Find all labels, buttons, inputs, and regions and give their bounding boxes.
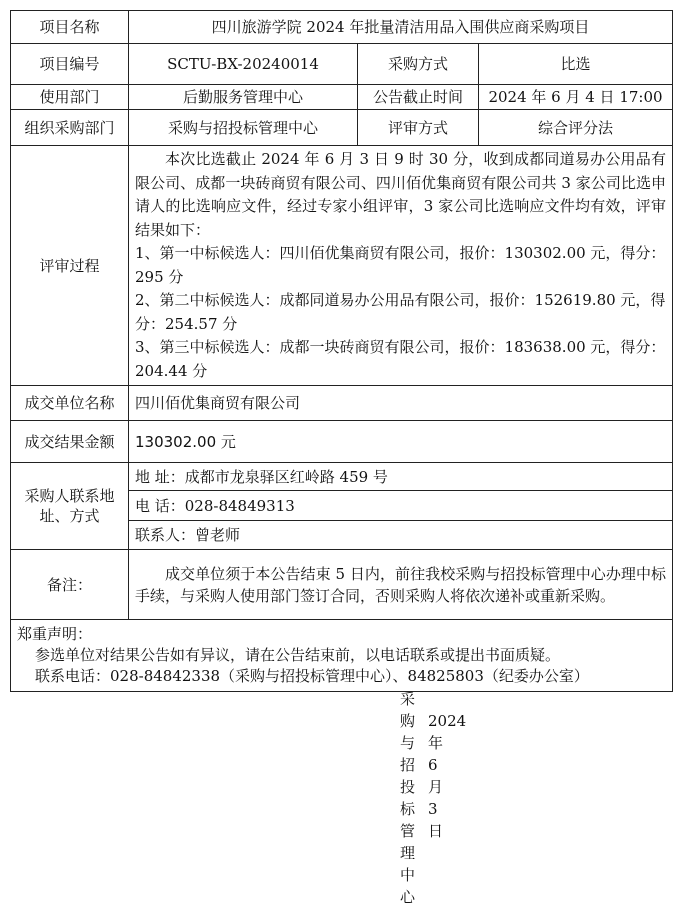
candidate-2: 2、第二中标候选人：成都同道易办公用品有限公司，报价：152619.80 元，得分：254.57 分 [135,291,666,333]
eval-method-value: 综合评分法 [479,110,673,146]
org-dept-value: 采购与招投标管理中心 [129,110,358,146]
amount-value: 130302.00 [135,432,217,451]
winner-label: 成交单位名称 [11,386,129,421]
amount-cell [129,421,673,463]
project-no-label: 项目编号 [11,44,129,85]
method-value: 比选 [479,44,673,85]
candidate-3: 3、第三中标候选人：成都一块砖商贸有限公司，报价：183638.00 元，得分：204.44 分 [135,338,666,380]
review-intro: 本次比选截止 2024 年 6 月 3 日 9 时 30 分，收到成都同道易办公用品有限公司、成都一块砖商贸有限公司、四川佰优集商贸有限公司共 3 家公司比选申请人的比选响应文件，经过专家小组评审，3 家公司比选响应文件均有效，评审结果如下： [135,150,667,239]
project-no-value: SCTU-BX-20240014 [129,44,358,85]
amount-unit: 元 [220,432,236,451]
contact-label: 采购人联系地址、方式 [11,463,129,550]
remarks-label: 备注： [11,550,129,620]
method-label: 采购方式 [358,44,479,85]
row-winner [11,386,673,421]
row-org-dept [11,110,673,146]
deadline-value: 2024 年 6 月 4 日 17:00 [479,85,673,110]
deadline-label: 公告截止时间 [358,85,479,110]
row-contact-address [11,463,673,491]
procurement-result-table [10,10,673,692]
dept-label: 使用部门 [11,85,129,110]
review-content [129,146,673,386]
remarks-cell [129,550,673,620]
notice-line-1: 参选单位对结果公告如有异议，请在公告结束前，以电话联系或提出书面质疑。 [35,646,561,664]
dept-value: 后勤服务管理中心 [129,85,358,110]
project-name-value: 四川旅游学院 2024 年批量清洁用品入围供应商采购项目 [129,11,673,44]
row-review [11,146,673,386]
footer-date: 2024 年 6 月 3 日 [428,712,467,840]
row-amount [11,421,673,463]
row-project-name [11,11,673,44]
contact-address: 地 址：成都市龙泉驿区红岭路 459 号 [129,463,673,491]
notice-title: 郑重声明： [17,625,93,643]
winner-value: 四川佰优集商贸有限公司 [129,386,673,421]
row-dept [11,85,673,110]
eval-method-label: 评审方式 [358,110,479,146]
row-remarks [11,550,673,620]
review-label: 评审过程 [11,146,129,386]
candidate-1: 1、第一中标候选人：四川佰优集商贸有限公司，报价：130302.00 元，得分：295 分 [135,244,666,286]
row-notice [11,620,673,692]
notice-line-2: 联系电话：028-84842338（采购与招投标管理中心）、84825803（纪委办公室） [35,667,589,685]
contact-person: 联系人：曾老师 [129,521,673,550]
amount-label: 成交结果金额 [11,421,129,463]
project-name-label: 项目名称 [11,11,129,44]
notice-cell [11,620,673,692]
row-project-no [11,44,673,85]
contact-phone: 电 话：028-84849313 [129,491,673,521]
org-dept-label: 组织采购部门 [11,110,129,146]
remarks-value: 成交单位须于本公告结束 5 日内，前往我校采购与招投标管理中心办理中标手续，与采购人使用部门签订合同，否则采购人将依次递补或重新采购。 [135,564,667,605]
footer-org: 采购与招投标管理中心 [400,690,416,906]
